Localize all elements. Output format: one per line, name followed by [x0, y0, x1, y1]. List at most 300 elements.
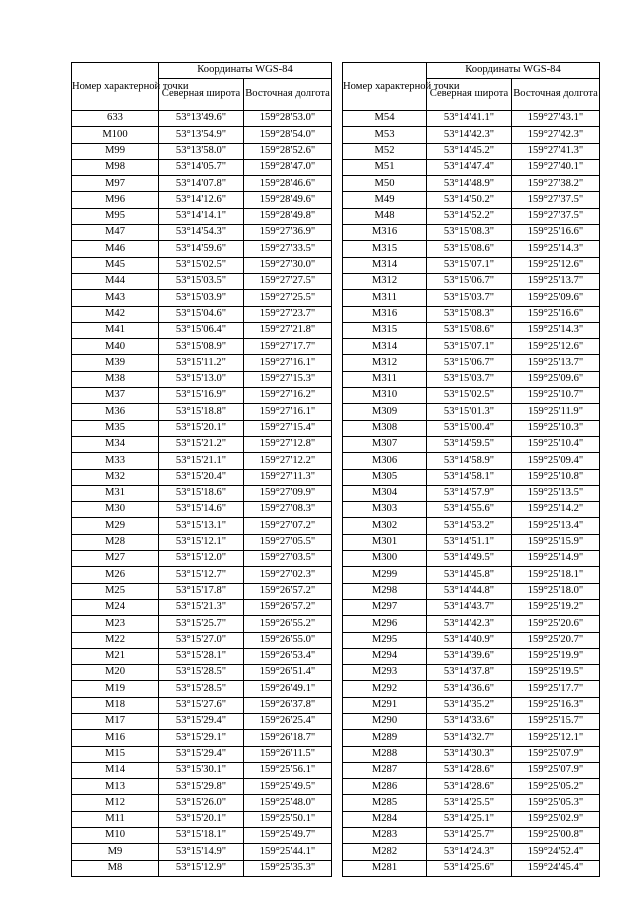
latitude-cell: 53°14'45.2"	[427, 143, 512, 159]
latitude-cell: 53°13'54.9"	[159, 127, 244, 143]
table-row	[343, 811, 600, 827]
header-longitude: Восточная долгота	[512, 79, 600, 111]
latitude-cell: 53°13'58.0"	[159, 143, 244, 159]
longitude-cell: 159°25'14.9"	[512, 551, 600, 567]
latitude-cell: 53°14'42.3"	[427, 127, 512, 143]
point-number-cell: M306	[343, 453, 427, 469]
longitude-cell: 159°25'14.2"	[512, 502, 600, 518]
table-row	[72, 420, 332, 436]
table-row	[343, 143, 600, 159]
point-number-cell: M294	[343, 648, 427, 664]
table-row	[343, 599, 600, 615]
latitude-cell: 53°15'12.1"	[159, 534, 244, 550]
table-row	[343, 257, 600, 273]
latitude-cell: 53°14'30.3"	[427, 746, 512, 762]
point-number-cell: M27	[72, 551, 159, 567]
point-number-cell: M39	[72, 355, 159, 371]
point-number-cell: M98	[72, 159, 159, 175]
table-row	[72, 208, 332, 224]
longitude-cell: 159°28'54.0"	[244, 127, 332, 143]
longitude-cell: 159°26'57.2"	[244, 599, 332, 615]
longitude-cell: 159°27'02.3"	[244, 567, 332, 583]
header-coordinates: Координаты WGS-84	[159, 63, 332, 79]
table-row	[72, 844, 332, 860]
latitude-cell: 53°14'59.6"	[159, 241, 244, 257]
latitude-cell: 53°14'41.1"	[427, 111, 512, 127]
latitude-cell: 53°15'00.4"	[427, 420, 512, 436]
longitude-cell: 159°25'49.7"	[244, 828, 332, 844]
longitude-cell: 159°26'25.4"	[244, 713, 332, 729]
table-row	[72, 436, 332, 452]
latitude-cell: 53°14'47.4"	[427, 159, 512, 175]
longitude-cell: 159°25'07.9"	[512, 746, 600, 762]
point-number-cell: M316	[343, 225, 427, 241]
latitude-cell: 53°15'06.4"	[159, 322, 244, 338]
point-number-cell: M309	[343, 404, 427, 420]
point-number-cell: M296	[343, 616, 427, 632]
table-row	[72, 306, 332, 322]
longitude-cell: 159°27'07.2"	[244, 518, 332, 534]
longitude-cell: 159°25'10.3"	[512, 420, 600, 436]
point-number-cell: M13	[72, 779, 159, 795]
longitude-cell: 159°25'12.1"	[512, 730, 600, 746]
latitude-cell: 53°14'51.1"	[427, 534, 512, 550]
point-number-cell: M30	[72, 502, 159, 518]
latitude-cell: 53°13'49.6"	[159, 111, 244, 127]
point-number-cell: M302	[343, 518, 427, 534]
point-number-cell: M285	[343, 795, 427, 811]
table-row	[72, 697, 332, 713]
longitude-cell: 159°25'12.6"	[512, 257, 600, 273]
latitude-cell: 53°14'42.3"	[427, 616, 512, 632]
longitude-cell: 159°25'18.0"	[512, 583, 600, 599]
latitude-cell: 53°14'36.6"	[427, 681, 512, 697]
point-number-cell: M282	[343, 844, 427, 860]
point-number-cell: M41	[72, 322, 159, 338]
longitude-cell: 159°25'10.8"	[512, 469, 600, 485]
latitude-cell: 53°15'03.7"	[427, 371, 512, 387]
point-number-cell: M22	[72, 632, 159, 648]
table-row	[343, 127, 600, 143]
table-row	[72, 681, 332, 697]
longitude-cell: 159°26'49.1"	[244, 681, 332, 697]
table-row	[343, 648, 600, 664]
table-row	[72, 860, 332, 876]
table-row	[343, 436, 600, 452]
longitude-cell: 159°28'49.8"	[244, 208, 332, 224]
coordinates-table-left	[71, 62, 332, 877]
latitude-cell: 53°14'28.6"	[427, 779, 512, 795]
point-number-cell: M312	[343, 355, 427, 371]
longitude-cell: 159°27'42.3"	[512, 127, 600, 143]
longitude-cell: 159°25'19.5"	[512, 665, 600, 681]
latitude-cell: 53°15'01.3"	[427, 404, 512, 420]
table-row	[72, 322, 332, 338]
latitude-cell: 53°15'29.8"	[159, 779, 244, 795]
point-number-cell: M303	[343, 502, 427, 518]
latitude-cell: 53°15'16.9"	[159, 388, 244, 404]
point-number-cell: M20	[72, 665, 159, 681]
point-number-cell: M42	[72, 306, 159, 322]
point-number-cell: M17	[72, 713, 159, 729]
longitude-cell: 159°27'36.9"	[244, 225, 332, 241]
point-number-cell: M310	[343, 388, 427, 404]
longitude-cell: 159°25'14.3"	[512, 322, 600, 338]
table-row	[343, 632, 600, 648]
longitude-cell: 159°27'16.1"	[244, 355, 332, 371]
longitude-cell: 159°26'11.5"	[244, 746, 332, 762]
point-number-cell: M99	[72, 143, 159, 159]
point-number-cell: M308	[343, 420, 427, 436]
latitude-cell: 53°14'55.6"	[427, 502, 512, 518]
point-number-cell: M8	[72, 860, 159, 876]
point-number-cell: M21	[72, 648, 159, 664]
latitude-cell: 53°14'48.9"	[427, 176, 512, 192]
table-row	[343, 290, 600, 306]
table-row	[343, 616, 600, 632]
table-row	[343, 551, 600, 567]
longitude-cell: 159°25'13.7"	[512, 273, 600, 289]
table-row	[72, 159, 332, 175]
point-number-cell: M47	[72, 225, 159, 241]
latitude-cell: 53°15'13.0"	[159, 371, 244, 387]
longitude-cell: 159°25'35.3"	[244, 860, 332, 876]
longitude-cell: 159°27'05.5"	[244, 534, 332, 550]
table-row	[72, 779, 332, 795]
table-row	[72, 355, 332, 371]
table-row	[72, 795, 332, 811]
point-number-cell: M54	[343, 111, 427, 127]
longitude-cell: 159°27'27.5"	[244, 273, 332, 289]
point-number-cell: M311	[343, 371, 427, 387]
point-number-cell: M25	[72, 583, 159, 599]
table-row	[343, 730, 600, 746]
latitude-cell: 53°15'07.1"	[427, 339, 512, 355]
table-row	[72, 127, 332, 143]
table-row	[72, 453, 332, 469]
point-number-cell: M37	[72, 388, 159, 404]
latitude-cell: 53°15'28.5"	[159, 681, 244, 697]
latitude-cell: 53°14'50.2"	[427, 192, 512, 208]
point-number-cell: M289	[343, 730, 427, 746]
longitude-cell: 159°25'00.8"	[512, 828, 600, 844]
longitude-cell: 159°25'16.3"	[512, 697, 600, 713]
point-number-cell: M304	[343, 485, 427, 501]
table-row	[72, 828, 332, 844]
point-number-cell: M38	[72, 371, 159, 387]
latitude-cell: 53°14'49.5"	[427, 551, 512, 567]
longitude-cell: 159°25'18.1"	[512, 567, 600, 583]
longitude-cell: 159°25'13.7"	[512, 355, 600, 371]
table-row	[72, 111, 332, 127]
table-row	[72, 485, 332, 501]
latitude-cell: 53°15'02.5"	[427, 388, 512, 404]
latitude-cell: 53°15'13.1"	[159, 518, 244, 534]
longitude-cell: 159°27'41.3"	[512, 143, 600, 159]
point-number-cell: M11	[72, 811, 159, 827]
point-number-cell: M28	[72, 534, 159, 550]
table-row	[72, 762, 332, 778]
latitude-cell: 53°14'58.1"	[427, 469, 512, 485]
longitude-cell: 159°25'10.7"	[512, 388, 600, 404]
table-row	[343, 713, 600, 729]
table-row	[72, 371, 332, 387]
longitude-cell: 159°28'53.0"	[244, 111, 332, 127]
longitude-cell: 159°26'37.8"	[244, 697, 332, 713]
header-latitude: Северная широта	[159, 79, 244, 111]
longitude-cell: 159°27'21.8"	[244, 322, 332, 338]
longitude-cell: 159°25'19.9"	[512, 648, 600, 664]
latitude-cell: 53°15'28.1"	[159, 648, 244, 664]
table-row	[343, 502, 600, 518]
latitude-cell: 53°14'28.6"	[427, 762, 512, 778]
longitude-cell: 159°27'08.3"	[244, 502, 332, 518]
point-number-cell: M49	[343, 192, 427, 208]
point-number-cell: M46	[72, 241, 159, 257]
table-row	[343, 306, 600, 322]
table-row	[72, 632, 332, 648]
table-row	[343, 795, 600, 811]
longitude-cell: 159°25'16.6"	[512, 306, 600, 322]
table-row	[343, 518, 600, 534]
table-row	[343, 583, 600, 599]
point-number-cell: M15	[72, 746, 159, 762]
point-number-cell: M36	[72, 404, 159, 420]
table-row	[343, 322, 600, 338]
point-number-cell: M33	[72, 453, 159, 469]
table-row	[72, 648, 332, 664]
point-number-cell: M305	[343, 469, 427, 485]
latitude-cell: 53°14'53.2"	[427, 518, 512, 534]
longitude-cell: 159°27'23.7"	[244, 306, 332, 322]
table-row	[343, 697, 600, 713]
latitude-cell: 53°15'21.3"	[159, 599, 244, 615]
point-number-cell: M314	[343, 257, 427, 273]
latitude-cell: 53°15'12.0"	[159, 551, 244, 567]
header-longitude: Восточная долгота	[244, 79, 332, 111]
longitude-cell: 159°25'10.4"	[512, 436, 600, 452]
latitude-cell: 53°14'57.9"	[427, 485, 512, 501]
point-number-cell: M316	[343, 306, 427, 322]
point-number-cell: M24	[72, 599, 159, 615]
point-number-cell: M45	[72, 257, 159, 273]
latitude-cell: 53°15'25.7"	[159, 616, 244, 632]
point-number-cell: M315	[343, 322, 427, 338]
longitude-cell: 159°25'12.6"	[512, 339, 600, 355]
point-number-cell: M287	[343, 762, 427, 778]
table-row	[343, 746, 600, 762]
point-number-cell: M35	[72, 420, 159, 436]
longitude-cell: 159°28'49.6"	[244, 192, 332, 208]
point-number-cell: M10	[72, 828, 159, 844]
header-coordinates: Координаты WGS-84	[427, 63, 600, 79]
table-row	[343, 779, 600, 795]
latitude-cell: 53°15'08.6"	[427, 322, 512, 338]
table-row	[72, 290, 332, 306]
point-number-cell: M312	[343, 273, 427, 289]
table-row	[343, 176, 600, 192]
longitude-cell: 159°25'48.0"	[244, 795, 332, 811]
longitude-cell: 159°26'55.0"	[244, 632, 332, 648]
table-row	[72, 599, 332, 615]
table-row	[72, 404, 332, 420]
point-number-cell: M32	[72, 469, 159, 485]
point-number-cell: M291	[343, 697, 427, 713]
latitude-cell: 53°15'20.1"	[159, 811, 244, 827]
table-row	[343, 534, 600, 550]
longitude-cell: 159°26'53.4"	[244, 648, 332, 664]
latitude-cell: 53°15'08.6"	[427, 241, 512, 257]
latitude-cell: 53°14'32.7"	[427, 730, 512, 746]
longitude-cell: 159°27'37.5"	[512, 208, 600, 224]
latitude-cell: 53°14'35.2"	[427, 697, 512, 713]
point-number-cell: M9	[72, 844, 159, 860]
latitude-cell: 53°15'27.6"	[159, 697, 244, 713]
table-row	[343, 681, 600, 697]
longitude-cell: 159°25'16.6"	[512, 225, 600, 241]
latitude-cell: 53°14'12.6"	[159, 192, 244, 208]
longitude-cell: 159°27'30.0"	[244, 257, 332, 273]
point-number-cell: M299	[343, 567, 427, 583]
longitude-cell: 159°25'15.7"	[512, 713, 600, 729]
table-row	[72, 730, 332, 746]
latitude-cell: 53°14'45.8"	[427, 567, 512, 583]
latitude-cell: 53°15'03.5"	[159, 273, 244, 289]
point-number-cell: M301	[343, 534, 427, 550]
table-row	[343, 339, 600, 355]
point-number-cell: M290	[343, 713, 427, 729]
longitude-cell: 159°26'55.2"	[244, 616, 332, 632]
point-number-cell: M281	[343, 860, 427, 876]
longitude-cell: 159°26'51.4"	[244, 665, 332, 681]
longitude-cell: 159°25'17.7"	[512, 681, 600, 697]
point-number-cell: M307	[343, 436, 427, 452]
latitude-cell: 53°14'37.8"	[427, 665, 512, 681]
point-number-cell: M40	[72, 339, 159, 355]
point-number-cell: M48	[343, 208, 427, 224]
table-row	[343, 355, 600, 371]
longitude-cell: 159°25'09.4"	[512, 453, 600, 469]
point-number-cell: M18	[72, 697, 159, 713]
latitude-cell: 53°15'11.2"	[159, 355, 244, 371]
latitude-cell: 53°15'04.6"	[159, 306, 244, 322]
longitude-cell: 159°26'57.2"	[244, 583, 332, 599]
point-number-cell: M288	[343, 746, 427, 762]
longitude-cell: 159°27'16.1"	[244, 404, 332, 420]
longitude-cell: 159°27'43.1"	[512, 111, 600, 127]
latitude-cell: 53°15'12.7"	[159, 567, 244, 583]
longitude-cell: 159°27'40.1"	[512, 159, 600, 175]
table-row	[72, 192, 332, 208]
point-number-cell: M315	[343, 241, 427, 257]
longitude-cell: 159°25'09.6"	[512, 290, 600, 306]
longitude-cell: 159°25'50.1"	[244, 811, 332, 827]
latitude-cell: 53°14'58.9"	[427, 453, 512, 469]
latitude-cell: 53°14'33.6"	[427, 713, 512, 729]
table-row	[343, 453, 600, 469]
point-number-cell: M43	[72, 290, 159, 306]
longitude-cell: 159°25'09.6"	[512, 371, 600, 387]
latitude-cell: 53°15'30.1"	[159, 762, 244, 778]
point-number-cell: M23	[72, 616, 159, 632]
table-row	[72, 518, 332, 534]
longitude-cell: 159°27'11.3"	[244, 469, 332, 485]
point-number-cell: M100	[72, 127, 159, 143]
table-row	[72, 225, 332, 241]
table-row	[343, 665, 600, 681]
longitude-cell: 159°27'38.2"	[512, 176, 600, 192]
latitude-cell: 53°14'52.2"	[427, 208, 512, 224]
latitude-cell: 53°15'21.2"	[159, 436, 244, 452]
longitude-cell: 159°25'20.6"	[512, 616, 600, 632]
longitude-cell: 159°28'46.6"	[244, 176, 332, 192]
point-number-cell: M298	[343, 583, 427, 599]
latitude-cell: 53°15'26.0"	[159, 795, 244, 811]
latitude-cell: 53°15'08.3"	[427, 225, 512, 241]
point-number-cell: M293	[343, 665, 427, 681]
longitude-cell: 159°24'52.4"	[512, 844, 600, 860]
table-row	[343, 485, 600, 501]
latitude-cell: 53°15'07.1"	[427, 257, 512, 273]
longitude-cell: 159°27'12.8"	[244, 436, 332, 452]
point-number-cell: M286	[343, 779, 427, 795]
point-number-cell: M311	[343, 290, 427, 306]
point-number-cell: M283	[343, 828, 427, 844]
point-number-cell: M53	[343, 127, 427, 143]
longitude-cell: 159°27'09.9"	[244, 485, 332, 501]
latitude-cell: 53°15'12.9"	[159, 860, 244, 876]
latitude-cell: 53°14'25.5"	[427, 795, 512, 811]
table-row	[72, 811, 332, 827]
longitude-cell: 159°27'16.2"	[244, 388, 332, 404]
table-row	[343, 828, 600, 844]
table-row	[72, 143, 332, 159]
table-row	[72, 176, 332, 192]
latitude-cell: 53°15'17.8"	[159, 583, 244, 599]
table-row	[343, 388, 600, 404]
table-row	[72, 746, 332, 762]
point-number-cell: 633	[72, 111, 159, 127]
latitude-cell: 53°15'29.4"	[159, 713, 244, 729]
latitude-cell: 53°15'28.5"	[159, 665, 244, 681]
table-row	[72, 257, 332, 273]
table-row	[72, 583, 332, 599]
longitude-cell: 159°27'17.7"	[244, 339, 332, 355]
table-row	[72, 567, 332, 583]
table-row	[72, 551, 332, 567]
point-number-cell: M97	[72, 176, 159, 192]
table-row	[72, 502, 332, 518]
longitude-cell: 159°25'13.4"	[512, 518, 600, 534]
longitude-cell: 159°25'13.5"	[512, 485, 600, 501]
table-row	[343, 192, 600, 208]
point-number-cell: M26	[72, 567, 159, 583]
latitude-cell: 53°15'14.6"	[159, 502, 244, 518]
table-row	[343, 208, 600, 224]
table-row	[343, 567, 600, 583]
coordinates-table-right	[342, 62, 600, 877]
latitude-cell: 53°15'03.9"	[159, 290, 244, 306]
latitude-cell: 53°14'14.1"	[159, 208, 244, 224]
table-row	[343, 404, 600, 420]
table-row	[72, 616, 332, 632]
point-number-cell: M51	[343, 159, 427, 175]
point-number-cell: M284	[343, 811, 427, 827]
point-number-cell: M300	[343, 551, 427, 567]
longitude-cell: 159°25'56.1"	[244, 762, 332, 778]
latitude-cell: 53°15'06.7"	[427, 355, 512, 371]
point-number-cell: M96	[72, 192, 159, 208]
